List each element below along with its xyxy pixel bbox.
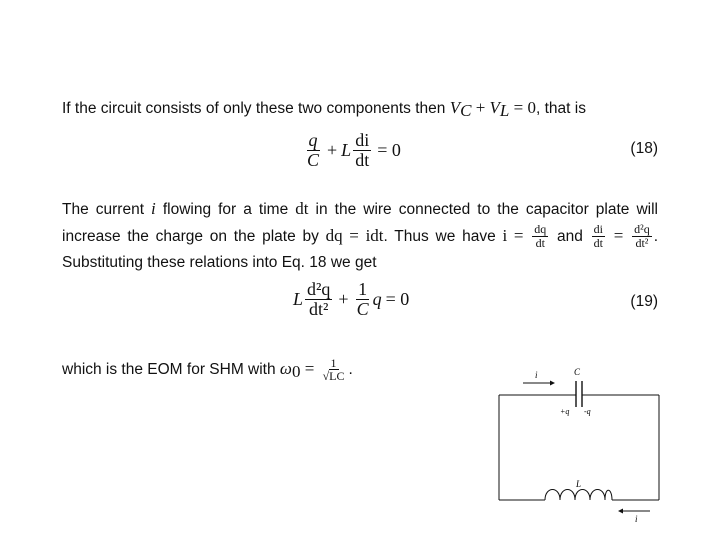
para2-text: The current (62, 201, 144, 218)
equals-sign: = (300, 359, 315, 378)
numerator: 1 (358, 279, 368, 299)
numerator: dq (534, 222, 547, 237)
para2-text: Substituting these relations into Eq. 18 we get (62, 253, 377, 271)
lc-circuit-diagram (490, 364, 670, 534)
equals-zero: = 0 (377, 139, 401, 160)
equals-zero: = 0 (385, 288, 410, 309)
denominator: dt (355, 149, 370, 170)
denominator: C (356, 298, 369, 319)
fraction-d2q-dt2 (632, 223, 652, 249)
denominator: dt (593, 235, 603, 250)
plus-sign: + (338, 288, 349, 309)
label-current-top: i (535, 370, 538, 380)
denominator: dt² (635, 235, 649, 250)
numerator: d²q (634, 222, 650, 237)
var-v: V (449, 98, 461, 117)
plus-sign: + (471, 98, 490, 117)
label-capacitor: C (574, 367, 581, 377)
denominator: √LC (322, 369, 345, 384)
para1-intro: If the circuit consists of only these two components then (62, 100, 446, 117)
para2-text: . Thus we have (383, 227, 496, 245)
fraction-1-over-sqrt-lc (321, 357, 347, 383)
inductor-coil (545, 490, 612, 501)
numerator: di (355, 130, 370, 150)
label-plus-q: +q (560, 407, 570, 416)
label-current-bottom: i (635, 514, 638, 524)
label-inductor: L (576, 479, 582, 489)
math-dt: dt (295, 199, 309, 218)
numerator: d²q (307, 279, 331, 299)
math-dq-eq: dq = idt (325, 225, 384, 245)
denominator: dt (535, 235, 545, 250)
sub-zero: 0 (291, 362, 301, 381)
para1-tail: , that is (535, 100, 586, 117)
sub-l: L (499, 101, 510, 120)
numerator: di (593, 222, 603, 237)
paragraph-1 (62, 95, 658, 122)
period: . (348, 361, 353, 378)
var-i: i (151, 199, 156, 218)
fraction-dq-dt (532, 223, 548, 249)
para2-text: flowing for a time (162, 201, 289, 218)
var-v: V (489, 98, 500, 117)
period: . (653, 227, 659, 245)
fraction-di-dt (592, 223, 605, 249)
paragraph-2 (62, 196, 658, 275)
label-minus-q: -q (584, 407, 591, 416)
numerator: 1 (330, 355, 337, 370)
numerator: q (308, 130, 318, 150)
var-l: L (341, 139, 352, 160)
denominator: C (307, 149, 320, 170)
arrowhead-right-icon (550, 381, 555, 386)
var-omega: ω (279, 359, 292, 378)
equation-19 (293, 280, 409, 319)
equals-sign: = (613, 225, 624, 245)
equation-number-19: (19) (630, 293, 658, 310)
para2-text: and (557, 227, 583, 245)
equation-18 (303, 131, 401, 170)
math-i-eq: i = (502, 225, 524, 245)
arrowhead-left-icon (618, 509, 623, 514)
fraction-di-dt (353, 131, 371, 170)
var-l: L (293, 288, 304, 309)
para3-text: which is the EOM for SHM with (62, 361, 276, 378)
fraction-q-over-c (305, 131, 321, 170)
plus-sign: + (327, 139, 338, 160)
fraction-1-over-c (355, 280, 371, 319)
para2-text: in the wire connected to the capacitor plate will increase the charge on the plate by (62, 201, 658, 245)
denominator: dt² (309, 298, 329, 319)
sub-c: C (460, 101, 472, 120)
fraction-d2q-dt2 (305, 280, 332, 319)
equals-zero: = 0 (509, 98, 536, 117)
equation-number-18: (18) (630, 140, 658, 157)
var-q: q (372, 288, 382, 309)
